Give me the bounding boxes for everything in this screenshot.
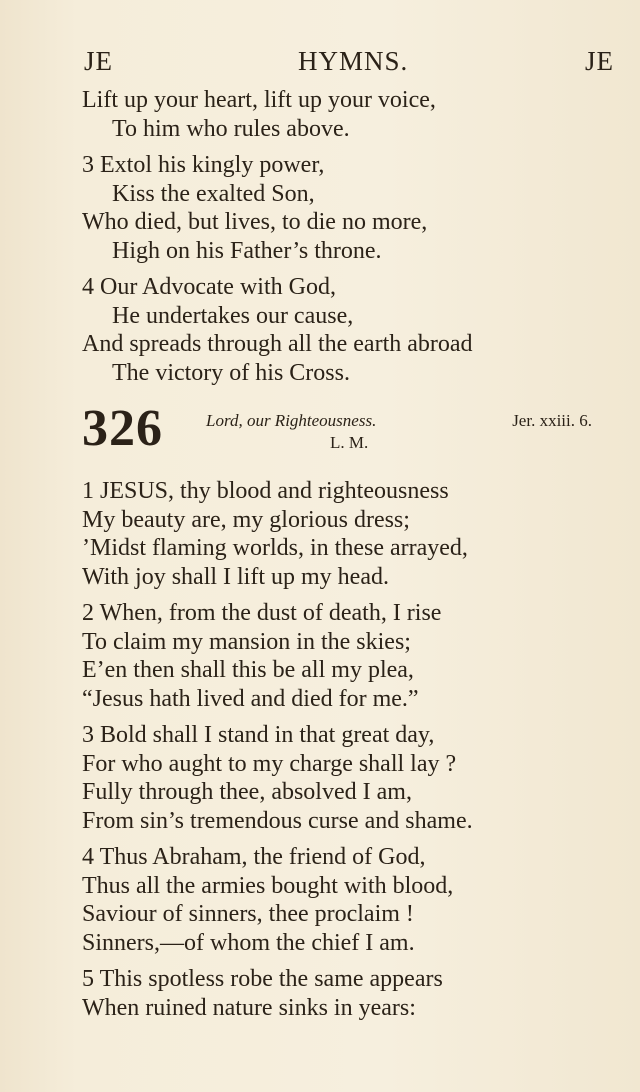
verse-line: The victory of his Cross. <box>112 359 350 386</box>
stanza-5 <box>82 965 622 1022</box>
verse-line: “Jesus hath lived and died for me.” <box>82 685 419 712</box>
verse-line: 3 Extol his kingly power, <box>82 152 325 178</box>
verse-line: For who aught to my charge shall lay ? <box>82 750 457 777</box>
verse-line: 4 Our Advocate with God, <box>82 274 336 300</box>
verse-line: Kiss the exalted Son, <box>112 180 315 207</box>
stanza-prev-4 <box>82 273 622 387</box>
verse-line: 5 This spotless robe the same appears <box>82 966 443 992</box>
verse-line: 2 When, from the dust of death, I rise <box>82 600 442 626</box>
verse-line: With joy shall I lift up my head. <box>82 563 389 590</box>
verse-line: To claim my mansion in the skies; <box>82 628 411 655</box>
hymn-meter: L. M. <box>330 433 369 452</box>
verse-line: 4 Thus Abraham, the friend of God, <box>82 844 426 870</box>
header-left: JE <box>84 46 113 76</box>
header-title: HYMNS. <box>298 46 409 76</box>
verse-line: Saviour of sinners, thee proclaim ! <box>82 901 414 927</box>
verse-line: Sinners,—of whom the chief I am. <box>82 929 415 956</box>
stanza-1 <box>82 477 622 591</box>
hymn-title: Lord, our Righteousness. <box>206 411 377 430</box>
verse-line: He undertakes our cause, <box>112 302 354 329</box>
verse-line: Fully through thee, absolved I am, <box>82 779 412 805</box>
stanza-prev-3 <box>82 151 622 265</box>
verse-line: ’Midst flaming worlds, in these arrayed, <box>82 535 468 561</box>
stanza-prev-1 <box>82 86 622 143</box>
verse-line: To him who rules above. <box>112 115 350 142</box>
verse-line: 1 JESUS, thy blood and righteousness <box>82 478 449 504</box>
stanza-2 <box>82 599 622 713</box>
verse-line: Thus all the armies bought with blood, <box>82 872 454 899</box>
verse-line: 3 Bold shall I stand in that great day, <box>82 722 435 748</box>
verse-line: E’en then shall this be all my plea, <box>82 657 414 683</box>
verse-line: Who died, but lives, to die no more, <box>82 209 428 235</box>
stanza-4 <box>82 843 622 957</box>
scripture-reference: Jer. xxiii. 6. <box>512 411 592 430</box>
verse-line: From sin’s tremendous curse and shame. <box>82 807 473 834</box>
verse-line: My beauty are, my glorious dress; <box>82 506 410 533</box>
verse-line: And spreads through all the earth abroad <box>82 331 473 357</box>
hymn-heading <box>82 400 622 473</box>
page-body <box>82 86 622 1030</box>
running-header <box>84 46 614 86</box>
header-right: JE <box>585 46 614 76</box>
hymn-number: 326 <box>82 400 163 457</box>
stanza-3 <box>82 721 622 835</box>
verse-line: Lift up your heart, lift up your voice, <box>82 87 436 113</box>
verse-line: High on his Father’s throne. <box>112 237 382 264</box>
verse-line: When ruined nature sinks in years: <box>82 994 416 1021</box>
